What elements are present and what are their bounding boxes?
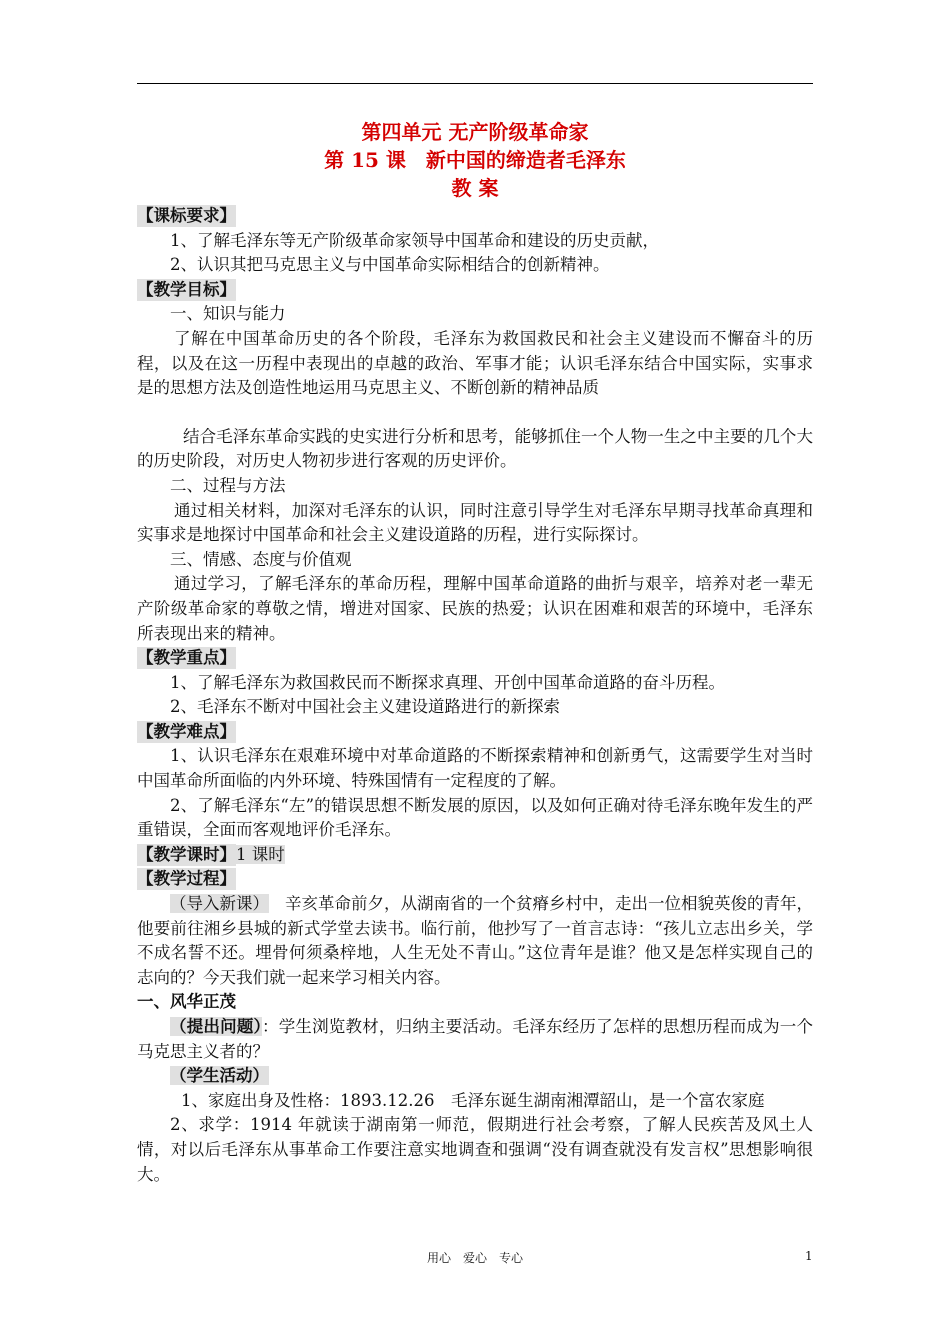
objective-sub-knowledge: 一、知识与能力 xyxy=(170,304,286,324)
keypoint-item-1: 1、了解毛泽东为救国救民而不断探求真理、开创中国革命道路的奋斗历程。 xyxy=(170,672,725,692)
objective-sub-values: 三、情感、态度与价值观 xyxy=(170,549,352,569)
curriculum-item-2: 2、认识其把马克思主义与中国革命实际相结合的创新精神。 xyxy=(170,255,610,275)
plan-title: 教 案 xyxy=(451,176,499,200)
section-heading-difficulties: 【教学难点】 xyxy=(137,721,236,741)
section-heading-process: 【教学过程】 xyxy=(137,869,236,889)
header-rule xyxy=(137,83,813,84)
lesson-title: 第 15 课 新中国的缔造者毛泽东 xyxy=(324,148,626,172)
objective-paragraph-1: 了解在中国革命历史的各个阶段，毛泽东为救国救民和社会主义建设而不懈奋斗的历程，以及在这一历程中表现出的卓越的政治、军事才能；认识毛泽东结合中国实际，实事求是的思想方法及创造性地运用马克思主义、不断创新的精神品质 xyxy=(137,328,813,398)
objective-sub-process: 二、过程与方法 xyxy=(170,475,286,495)
objective-paragraph-3: 通过相关材料，加深对毛泽东的认识，同时注意引导学生对毛泽东早期寻找革命真理和实事求是地探讨中国革命和社会主义建设道路的历程，进行实际探讨。 xyxy=(137,500,813,545)
section-heading-hours: 【教学课时】 xyxy=(137,844,236,864)
teaching-hours-value: 1 课时 xyxy=(236,844,285,864)
footer-motto: 用心 爱心 专心 xyxy=(426,1251,523,1265)
document-body xyxy=(137,118,813,1187)
question-paragraph: （提出问题）：学生浏览教材，归纳主要活动。毛泽东经历了怎样的思想历程而成为一个马克思主义者的？ xyxy=(137,1017,814,1061)
page-number: 1 xyxy=(805,1249,813,1263)
activity-label: （学生活动） xyxy=(170,1066,269,1086)
section-heading-keypoints: 【教学重点】 xyxy=(137,648,236,668)
question-label: （提出问题） xyxy=(170,1017,262,1036)
part-one-title: 一、风华正茂 xyxy=(137,992,236,1012)
intro-paragraph: （导入新课） 辛亥革命前夕，从湖南省的一个贫瘠乡村中，走出一位相貌英俊的青年，他要前往湘乡县城的新式学堂去读书。临行前，他抄写了一首言志诗：“孩儿立志出乡关，学不成名誓不还。埋骨何须桑梓地，人生无处不青山。”这位青年是谁？他又是怎样实现自己的志向的？今天我们就一起来学习相关内容。 xyxy=(137,894,813,987)
unit-title: 第四单元 无产阶级革命家 xyxy=(361,120,589,144)
keypoint-item-2: 2、毛泽东不断对中国社会主义建设道路进行的新探索 xyxy=(170,697,560,717)
objective-paragraph-2: 结合毛泽东革命实践的史实进行分析和思考，能够抓住一个人物一生之中主要的几个大的历史阶段，对历史人物初步进行客观的历史评价。 xyxy=(137,426,813,471)
difficulty-item-1: 1、认识毛泽东在艰难环境中对革命道路的不断探索精神和创新勇气，这需要学生对当时中国革命所面临的内外环境、特殊国情有一定程度的了解。 xyxy=(137,746,813,791)
objective-paragraph-4: 通过学习，了解毛泽东的革命历程，理解中国革命道路的曲折与艰辛，培养对老一辈无产阶级革命家的尊敬之情，增进对国家、民族的热爱；认识在困难和艰苦的环境中，毛泽东所表现出来的精神。 xyxy=(137,574,813,643)
intro-label: （导入新课） xyxy=(170,894,269,914)
activity-item-2: 2、求学：1914 年就读于湖南第一师范，假期进行社会考察，了解人民疾苦及风土人情，对以后毛泽东从事革命工作要注意实地调查和强调“没有调查就没有发言权”思想影响很大。 xyxy=(137,1115,813,1184)
section-heading-curriculum: 【课标要求】 xyxy=(137,206,236,225)
section-heading-objectives: 【教学目标】 xyxy=(137,279,236,299)
curriculum-item-1: 1、了解毛泽东等无产阶级革命家领导中国革命和建设的历史贡献， xyxy=(170,230,659,250)
difficulty-item-2: 2、了解毛泽东“左”的错误思想不断发展的原因，以及如何正确对待毛泽东晚年发生的严重错误，全面而客观地评价毛泽东。 xyxy=(137,795,813,840)
activity-item-1: 1、家庭出身及性格：1893.12.26 毛泽东诞生湖南湘潭韶山，是一个富农家庭 xyxy=(181,1090,765,1110)
